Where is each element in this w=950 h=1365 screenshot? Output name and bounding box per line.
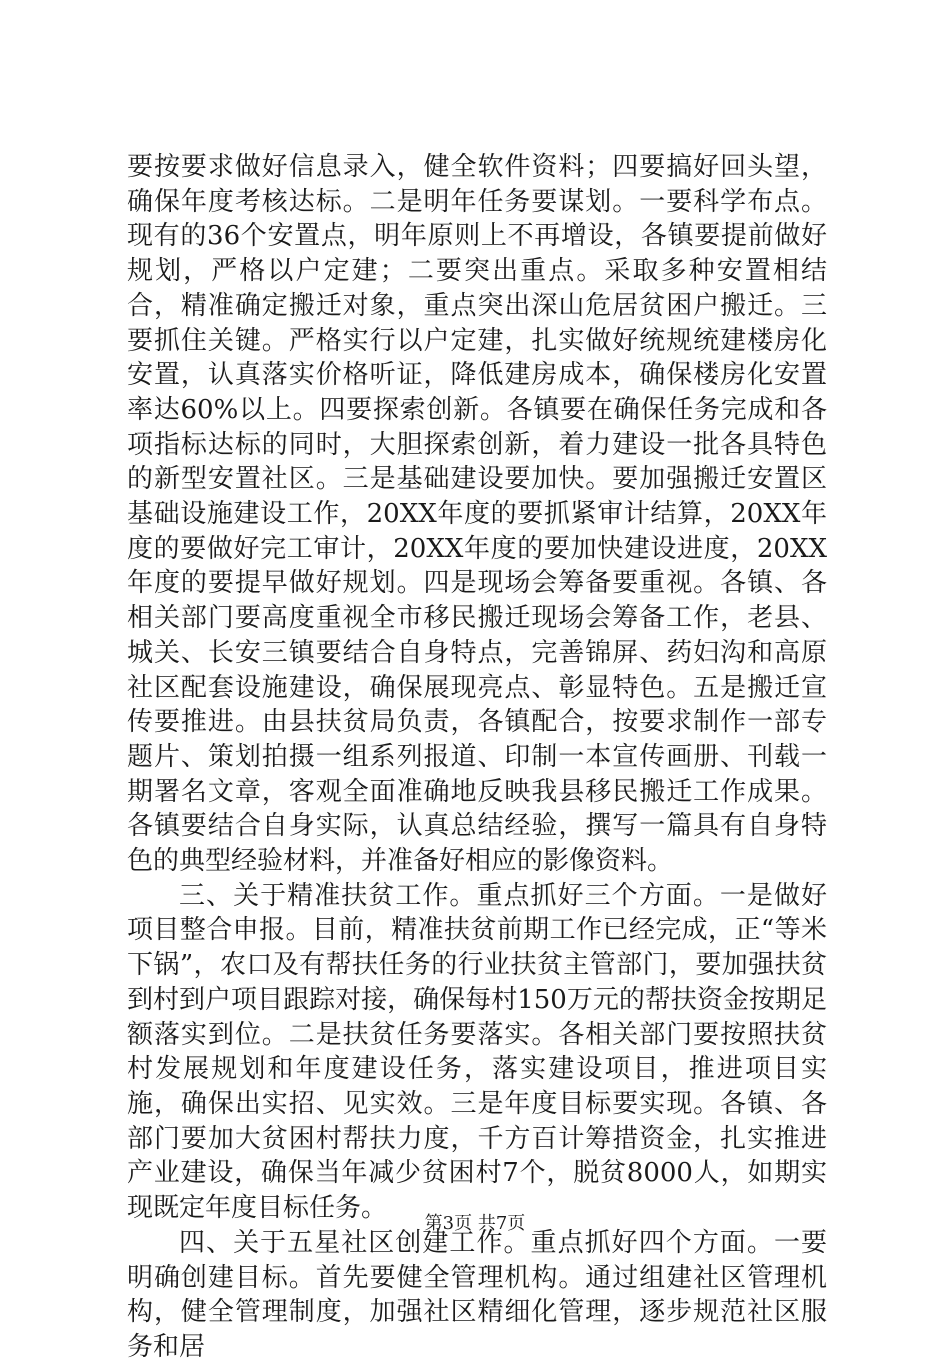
page-footer: 第3页 共7页 — [424, 1213, 526, 1234]
paragraph-relocation-continued: 要按要求做好信息录入，健全软件资料；四要搞好回头望，确保年度考核达标。二是明年任务要谋划。一要科学布点。现有的36个安置点，明年原则上不再增设，各镇要提前做好规划，严格以户定建；二要突出重点。采取多种安置相结合，精准确定搬迁对象，重点突出深山危居贫困户搬迁。三要抓住关键。严格实行以户定建，扎实做好统规统建楼房化安置，认真落实价格听证，降低建房成本，确保楼房化安置率达60%以上。四要探索创新。各镇要在确保任务完成和各项指标达标的同时，大胆探索创新，着力建设一批各具特色的新型安置社区。三是基础建设要加快。要加强搬迁安置区基础设施建设工作，20XX年度的要抓紧审计结算，20XX年度的要做好完工审计，20XX年度的要加快建设进度，20XX年度的要提早做好规划。四是现场会筹备要重视。各镇、各相关部门要高度重视全市移民搬迁现场会筹备工作，老县、城关、长安三镇要结合自身特点，完善锦屏、药妇沟和高原社区配套设施建设，确保展现亮点、彰显特色。五是搬迁宣传要推进。由县扶贫局负责，各镇配合，按要求制作一部专题片、策划拍摄一组系列报道、印制一本宣传画册、刊载一期署名文章，客观全面准确地反映我县移民搬迁工作成果。各镇要结合自身实际，认真总结经验，撰写一篇具有自身特色的典型经验材料，并准备好相应的影像资料。 — [127, 152, 827, 877]
document-body — [127, 150, 827, 1365]
paragraph-precision-poverty-alleviation: 三、关于精准扶贫工作。重点抓好三个方面。一是做好项目整合申报。目前，精准扶贫前期工作已经完成，正“等米下锅”，农口及有帮扶任务的行业扶贫主管部门，要加强扶贫到村到户项目跟踪对接，确保每村150万元的帮扶资金按期足额落实到位。二是扶贫任务要落实。各相关部门要按照扶贫村发展规划和年度建设任务，落实建设项目，推进项目实施，确保出实招、见实效。三是年度目标要实现。各镇、各部门要加大贫困村帮扶力度，千方百计筹措资金，扎实推进产业建设，确保当年减少贫困村7个，脱贫8000人，如期实现既定年度目标任务。 — [127, 880, 827, 1224]
paragraph-five-star-community: 四、关于五星社区创建工作。重点抓好四个方面。一要明确创建目标。首先要健全管理机构。通过组建社区管理机构，健全管理制度，加强社区精细化管理，逐步规范社区服务和居 — [127, 1227, 827, 1362]
